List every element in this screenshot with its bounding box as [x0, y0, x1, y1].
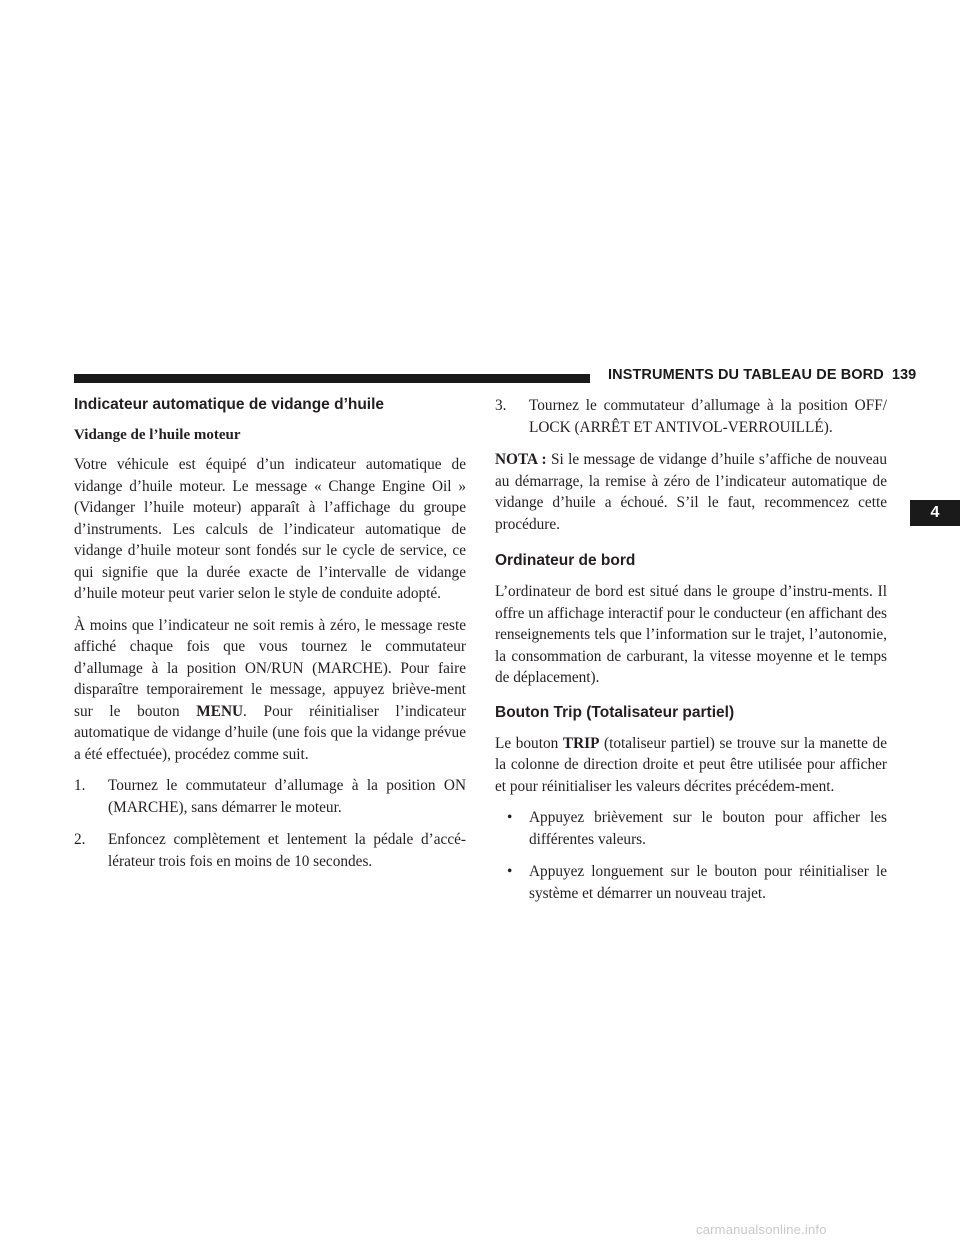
section-heading-trip-computer: Ordinateur de bord	[495, 552, 636, 569]
note-paragraph: NOTA : Si le message de vidange d’huile s’affiche de nouveau au démarrage, la remise à zéro de l’indicateur automatique de vidange d’huile a échoué. S’il le faut, recommencez cette procédure.	[495, 451, 887, 533]
step-number: 3.	[495, 397, 507, 414]
step-text: Tournez le commutateur d’allumage à la position OFF/ LOCK (ARRÊT ET ANTIVOL-VERROUILLÉ).	[529, 397, 887, 436]
subheading-oil-change: Vidange de l’huile moteur	[74, 427, 241, 443]
trip-keyword: TRIP	[562, 734, 600, 752]
paragraph-oil-indicator: Votre véhicule est équipé d’un indicateur automatique de vidange d’huile moteur. Le message « Change Engine Oil » (Vidanger l’huile moteur) apparaît à l’affichage du groupe d’instruments. Les calculs de l’indicateur automatique de vidange d’huile moteur sont fondés sur le cycle de service, ce qui signifie que la durée exacte de l’intervalle de vidange d’huile moteur peut varier selon le style de conduite adopté.	[74, 456, 466, 602]
step-number: 2.	[74, 831, 86, 848]
list-item-text: Appuyez longuement sur le bouton pour réinitialiser le système et démarrer un nouveau trajet.	[529, 863, 887, 902]
step-item	[495, 395, 887, 438]
paragraph-trip-button: Le bouton TRIP (totaliseur partiel) se trouve sur la manette de la colonne de direction droite et peut être utilisée pour afficher et pour réinitialiser les valeurs décrites précédem-ment.	[495, 734, 887, 795]
list-item-text: Appuyez brièvement sur le bouton pour afficher les différentes valeurs.	[529, 809, 887, 848]
section-heading-trip-button: Bouton Trip (Totalisateur partiel)	[495, 703, 735, 721]
step-text: Tournez le commutateur d’allumage à la position ON (MARCHE), sans démarrer le moteur.	[108, 777, 466, 816]
running-header	[608, 367, 916, 383]
page-number: 139	[891, 367, 917, 383]
step-item	[74, 829, 466, 872]
list-item	[495, 861, 887, 904]
header-rule	[74, 374, 590, 383]
bullet-glyph: •	[507, 809, 513, 826]
bullet-glyph: •	[507, 863, 513, 880]
chapter-tab: 4	[910, 500, 960, 526]
left-column	[74, 395, 466, 883]
list-item	[495, 807, 887, 850]
paragraph-reset: À moins que l’indicateur ne soit remis à zéro, le message reste affiché chaque fois que vous tournez le commutateur d’allumage à la position ON/RUN (MARCHE). Pour faire disparaître temporairement le message, appuyez briève-ment sur le bouton MENU. Pour réinitialiser l’indicateur automatique de vidange d’huile (une fois que la vidange prévue a été effectuée), procédez comme suit.	[74, 616, 466, 763]
menu-keyword: MENU	[196, 702, 244, 720]
section-heading-oil-indicator: Indicateur automatique de vidange d’huile	[74, 396, 385, 413]
note-label: NOTA :	[495, 451, 547, 468]
right-column	[495, 395, 887, 915]
section-title: INSTRUMENTS DU TABLEAU DE BORD	[608, 367, 884, 383]
paragraph-trip-computer: L’ordinateur de bord est situé dans le groupe d’instru-ments. Il offre un affichage interactif pour le conducteur (en affichant des renseignements tels que l’information sur le trajet, l’autonomie, la consommation de carburant, la vitesse moyenne et le temps de déplacement).	[495, 583, 888, 686]
step-text: Enfoncez complètement et lentement la pédale d’accé-lérateur trois fois en moins de 10 secondes.	[108, 831, 466, 870]
watermark-text: carmanualsonline.info	[696, 1222, 827, 1237]
step-item	[74, 775, 466, 818]
step-number: 1.	[74, 777, 86, 794]
